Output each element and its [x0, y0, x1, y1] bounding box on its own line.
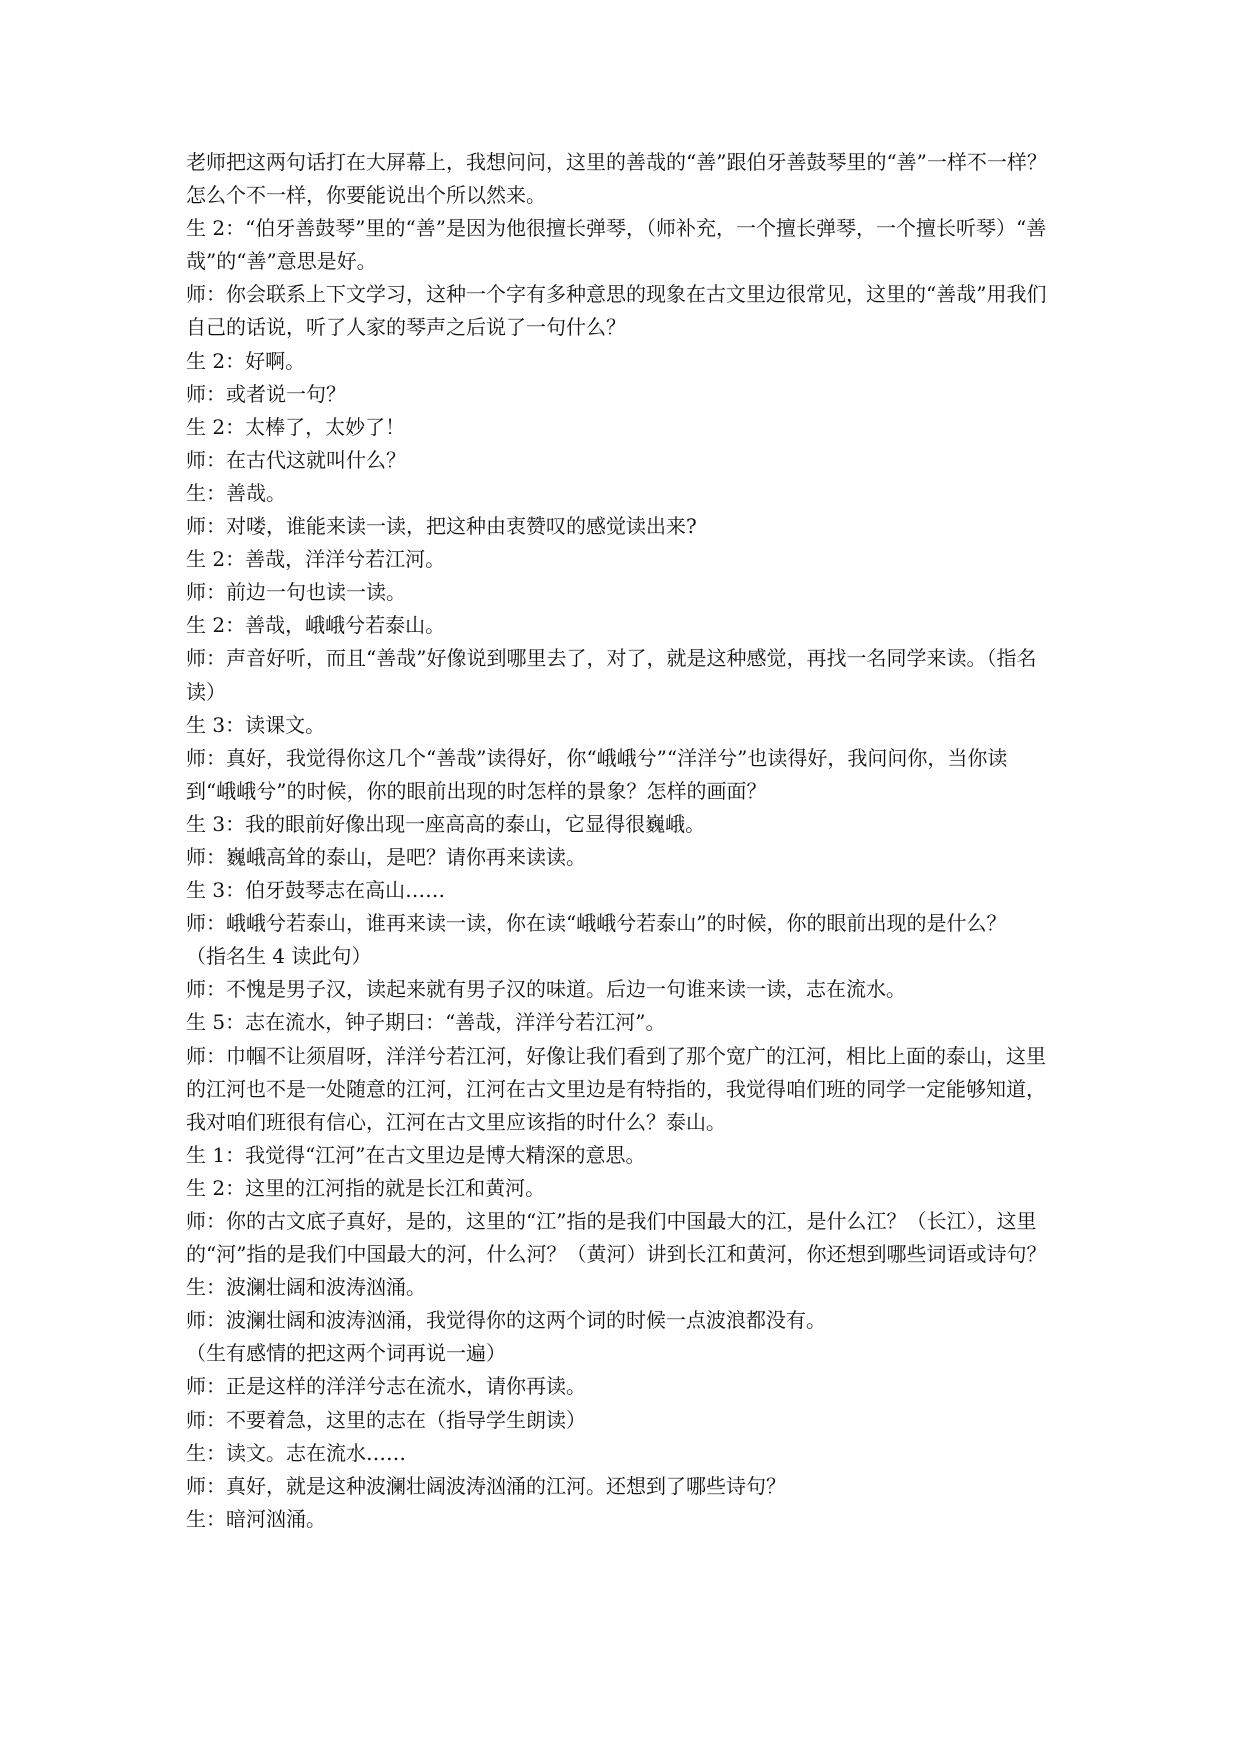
paragraph: 生 2：善哉，峨峨兮若泰山。 — [186, 613, 446, 638]
paragraph: 师：真好，就是这种波澜壮阔波涛汹涌的江河。还想到了哪些诗句？ — [186, 1473, 786, 1498]
paragraph: 师：不愧是男子汉，读起来就有男子汉的味道。后边一句谁来读一读，志在流水。 — [186, 977, 906, 1002]
paragraph: 师：你会联系上下文学习，这种一个字有多种意思的现象在古文里边很常见，这里的“善哉”用我们自己的话说，听了人家的琴声之后说了一句什么？ — [186, 282, 1047, 340]
paragraph: 生 2：这里的江河指的就是长江和黄河。 — [186, 1175, 546, 1200]
paragraph: 师：对喽，谁能来读一读，把这种由衷赞叹的感觉读出来? — [186, 514, 697, 539]
paragraph: 生：暗河汹涌。 — [186, 1506, 326, 1531]
paragraph: 生 1：我觉得“江河”在古文里边是博大精深的意思。 — [186, 1142, 646, 1167]
paragraph: 生 3：读课文。 — [186, 712, 326, 737]
paragraph: 师：前边一句也读一读。 — [186, 580, 406, 605]
paragraph: 师：或者说一句？ — [186, 381, 346, 406]
paragraph: （生有感情的把这两个词再说一遍） — [186, 1341, 506, 1366]
paragraph: 生 3：伯牙鼓琴志在高山…… — [186, 878, 446, 903]
paragraph: 生 3：我的眼前好像出现一座高高的泰山，它显得很巍峨。 — [186, 811, 706, 836]
paragraph: 师：真好，我觉得你这几个“善哉”读得好，你“峨峨兮”“洋洋兮”也读得好，我问问你，当你读到“峨峨兮”的时候，你的眼前出现的时怎样的景象？怎样的画面？ — [186, 745, 1008, 803]
paragraph: 生：善哉。 — [186, 480, 286, 505]
paragraph: 生 2：好啊。 — [186, 348, 306, 373]
paragraph: （指名生 4 读此句） — [186, 944, 372, 969]
paragraph: 师：峨峨兮若泰山，谁再来读一读，你在读“峨峨兮若泰山”的时候，你的眼前出现的是什么？ — [186, 911, 1007, 936]
paragraph: 生 2：“伯牙善鼓琴”里的“善”是因为他很擅长弹琴，（师补充，一个擅长弹琴，一个擅长听琴）“善哉”的“善”意思是好。 — [186, 216, 1047, 274]
paragraph: 师：巾帼不让须眉呀，洋洋兮若江河，好像让我们看到了那个宽广的江河，相比上面的泰山，这里的江河也不是一处随意的江河，江河在古文里边是有特指的，我觉得咱们班的同学一定能够知道，我对咱们班很有信心，江河在古文里应该指的时什么？泰山。 — [186, 1043, 1046, 1134]
paragraph: 生：读文。志在流水…… — [186, 1440, 406, 1465]
paragraph: 老师把这两句话打在大屏幕上，我想问问，这里的善哉的“善”跟伯牙善鼓琴里的“善”一样不一样？怎么个不一样，你要能说出个所以然来。 — [186, 150, 1047, 208]
paragraph: 生：波澜壮阔和波涛汹涌。 — [186, 1275, 426, 1300]
document-page — [186, 146, 1056, 1536]
paragraph: 师：不要着急，这里的志在（指导学生朗读） — [186, 1407, 586, 1432]
paragraph: 生 2：善哉，洋洋兮若江河。 — [186, 547, 446, 572]
paragraph: 师：在古代这就叫什么？ — [186, 447, 406, 472]
paragraph: 师：巍峨高耸的泰山，是吧？请你再来读读。 — [186, 844, 586, 869]
paragraph: 师：波澜壮阔和波涛汹涌，我觉得你的这两个词的时候一点波浪都没有。 — [186, 1308, 826, 1333]
paragraph: 师：你的古文底子真好，是的，这里的“江”指的是我们中国最大的江，是什么江？（长江），这里的“河”指的是我们中国最大的河，什么河？（黄河）讲到长江和黄河，你还想到哪些词语或诗句？ — [186, 1209, 1047, 1267]
paragraph: 生 2：太棒了，太妙了！ — [186, 414, 406, 439]
paragraph: 师：声音好听，而且“善哉”好像说到哪里去了，对了，就是这种感觉，再找一名同学来读。（指名读） — [186, 646, 1037, 704]
paragraph: 师：正是这样的洋洋兮志在流水，请你再读。 — [186, 1374, 586, 1399]
paragraph: 生 5：志在流水，钟子期曰：“善哉，洋洋兮若江河”。 — [186, 1010, 666, 1035]
